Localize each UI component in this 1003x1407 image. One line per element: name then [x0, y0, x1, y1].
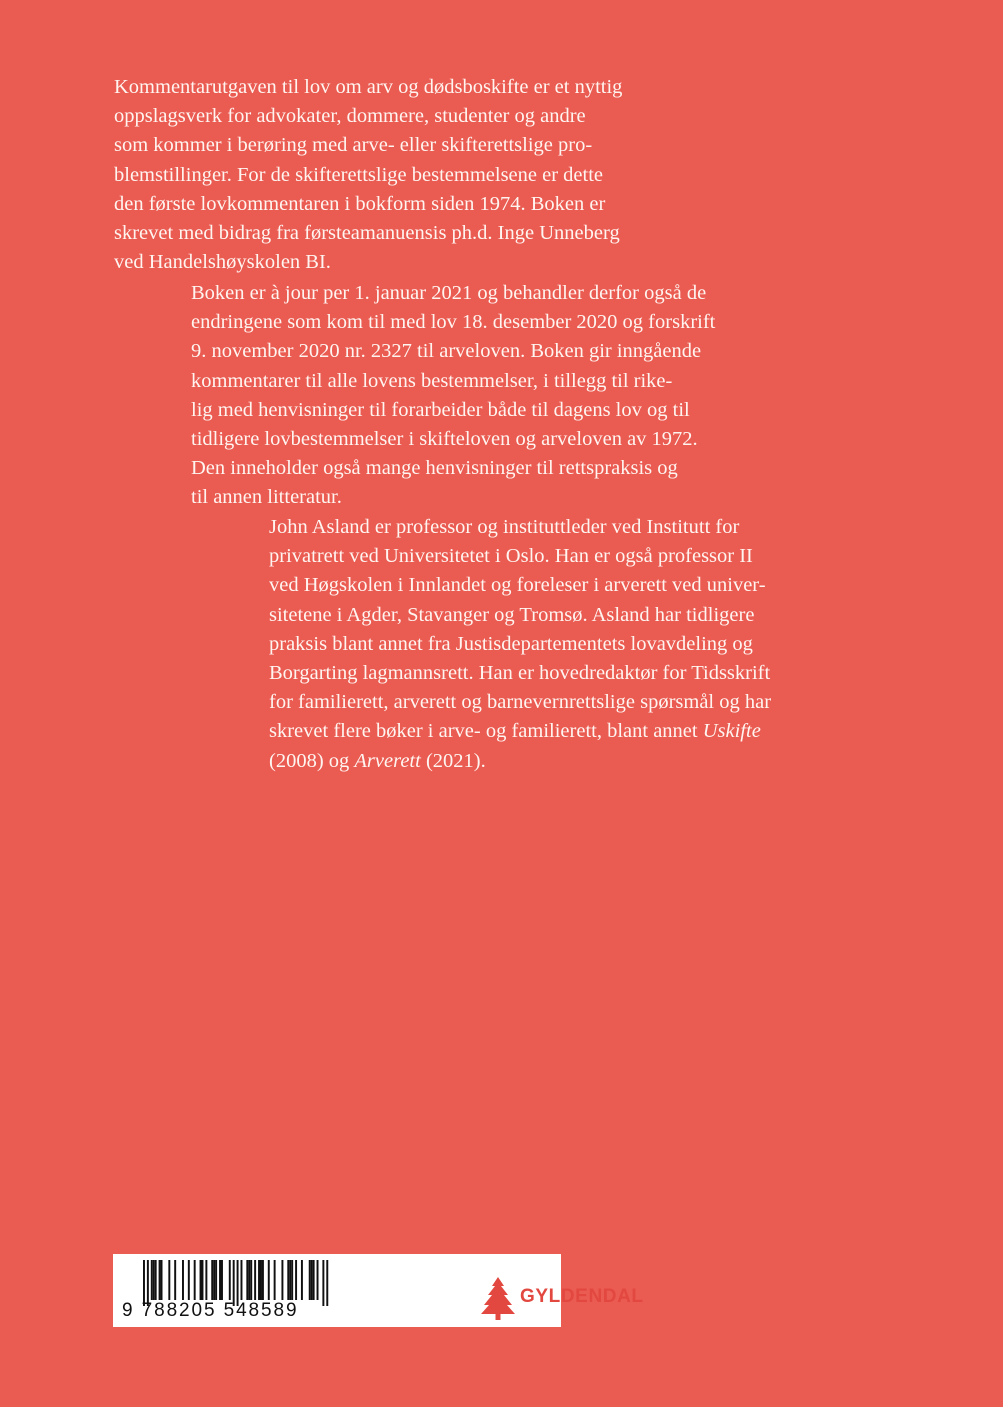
text-line: Den inneholder også mange henvisninger til rettspraksis og — [191, 457, 678, 480]
text-line: oppslagsverk for advokater, dommere, studenter og andre — [114, 105, 586, 128]
barcode-bar — [258, 1260, 260, 1300]
barcode-bar — [311, 1260, 313, 1300]
barcode-bar — [260, 1260, 262, 1300]
barcode-bar — [174, 1260, 176, 1300]
text-line: lig med henvisninger til forarbeider både til dagens lov og til — [191, 398, 690, 421]
barcode-bar — [313, 1260, 315, 1300]
barcode-bar — [241, 1260, 243, 1300]
barcode-bar — [291, 1260, 293, 1300]
text-line: for familierett, arverett og barnevernrettslige spørsmål og har — [269, 691, 772, 714]
barcode-bar — [168, 1260, 170, 1300]
barcode-bar — [268, 1260, 270, 1300]
text-line: Boken er à jour per 1. januar 2021 og behandler derfor også de — [191, 282, 707, 304]
barcode-bar — [159, 1260, 161, 1300]
barcode-bar — [213, 1260, 215, 1300]
barcode-bar — [151, 1260, 153, 1300]
text-segment: (2021). — [420, 749, 486, 772]
description-paragraph-2 — [191, 279, 715, 513]
barcode-bar — [289, 1260, 291, 1300]
text-segment: (2008) og — [269, 749, 355, 772]
barcode-bar — [246, 1260, 248, 1300]
barcode-bar — [301, 1260, 303, 1300]
barcode-bar — [200, 1260, 202, 1300]
barcode-bar — [202, 1260, 204, 1300]
barcode-bar — [309, 1260, 311, 1300]
text-line: John Asland er professor og instituttleder ved Institutt for — [269, 516, 740, 538]
barcode-bar — [317, 1260, 319, 1300]
barcode-bar — [274, 1260, 276, 1300]
text-line — [269, 747, 771, 776]
barcode-bar — [262, 1260, 264, 1300]
text-line: ved Høgskolen i Innlandet og foreleser i arverett ved univer- — [269, 574, 766, 597]
barcode-bar — [219, 1260, 221, 1300]
barcode-bar — [211, 1260, 213, 1300]
barcode-bar — [153, 1260, 155, 1300]
text-line: sitetene i Agder, Stavanger og Tromsø. Asland har tidligere — [269, 603, 755, 626]
barcode-bar — [188, 1260, 190, 1300]
book-title-italic: Arverett — [354, 749, 421, 772]
barcode-bar — [322, 1260, 324, 1306]
text-line: til annen litteratur. — [191, 486, 342, 509]
isbn-number: 9 788205 548589 — [122, 1300, 299, 1321]
text-line: praksis blant annet fra Justisdepartementets lovavdeling og — [269, 632, 753, 655]
barcode-bar — [295, 1260, 297, 1300]
fir-tree-icon — [480, 1276, 516, 1320]
text-line: blemstillinger. For de skifterettslige bestemmelsene er dette — [114, 163, 604, 186]
publisher-name: GYLDENDAL — [520, 1286, 644, 1307]
barcode-bar — [215, 1260, 217, 1300]
text-line: Borgarting lagmannsrett. Han er hovedredaktør for Tidsskrift — [269, 662, 771, 685]
barcode-bar — [161, 1260, 163, 1300]
text-line: endringene som kom til med lov 18. desember 2020 og forskrift — [191, 311, 716, 334]
text-segment: skrevet flere bøker i arve- og familierett, blant annet — [269, 720, 703, 743]
barcode-bar — [281, 1260, 283, 1300]
barcode-bar — [205, 1260, 207, 1300]
barcode-bar — [287, 1260, 289, 1300]
barcode-bar — [254, 1260, 256, 1300]
barcode-bar — [194, 1260, 196, 1300]
barcode-bar — [221, 1260, 223, 1300]
book-title-italic: Uskifte — [702, 720, 761, 743]
barcode-bar — [248, 1260, 250, 1300]
barcode-bar — [182, 1260, 184, 1300]
text-line: tidligere lovbestemmelser i skifteloven og arveloven av 1972. — [191, 428, 698, 451]
text-line — [269, 717, 771, 746]
barcode-panel — [113, 1254, 644, 1327]
text-line: skrevet med bidrag fra førsteamanuensis ph.d. Inge Unneberg — [114, 222, 620, 245]
author-bio-paragraph — [269, 513, 771, 776]
text-line: ved Handelshøyskolen BI. — [114, 251, 331, 274]
barcode-bar — [155, 1260, 157, 1300]
barcode-bar — [250, 1260, 252, 1300]
text-line: kommentarer til alle lovens bestemmelser, i tillegg til rike- — [191, 369, 673, 392]
text-line: den første lovkommentaren i bokform siden 1974. Boken er — [114, 192, 606, 215]
text-line: 9. november 2020 nr. 2327 til arveloven. Boken gir inngående — [191, 340, 702, 363]
barcode-bar — [326, 1260, 328, 1306]
text-line: privatrett ved Universitetet i Oslo. Han er også professor II — [269, 545, 753, 568]
barcode-bar — [229, 1260, 231, 1300]
text-line: Kommentarutgaven til lov om arv og dødsboskifte er et nyttig — [114, 76, 623, 98]
text-line: som kommer i berøring med arve- eller skifterettslige pro- — [114, 134, 593, 157]
description-paragraph-1 — [114, 73, 622, 277]
